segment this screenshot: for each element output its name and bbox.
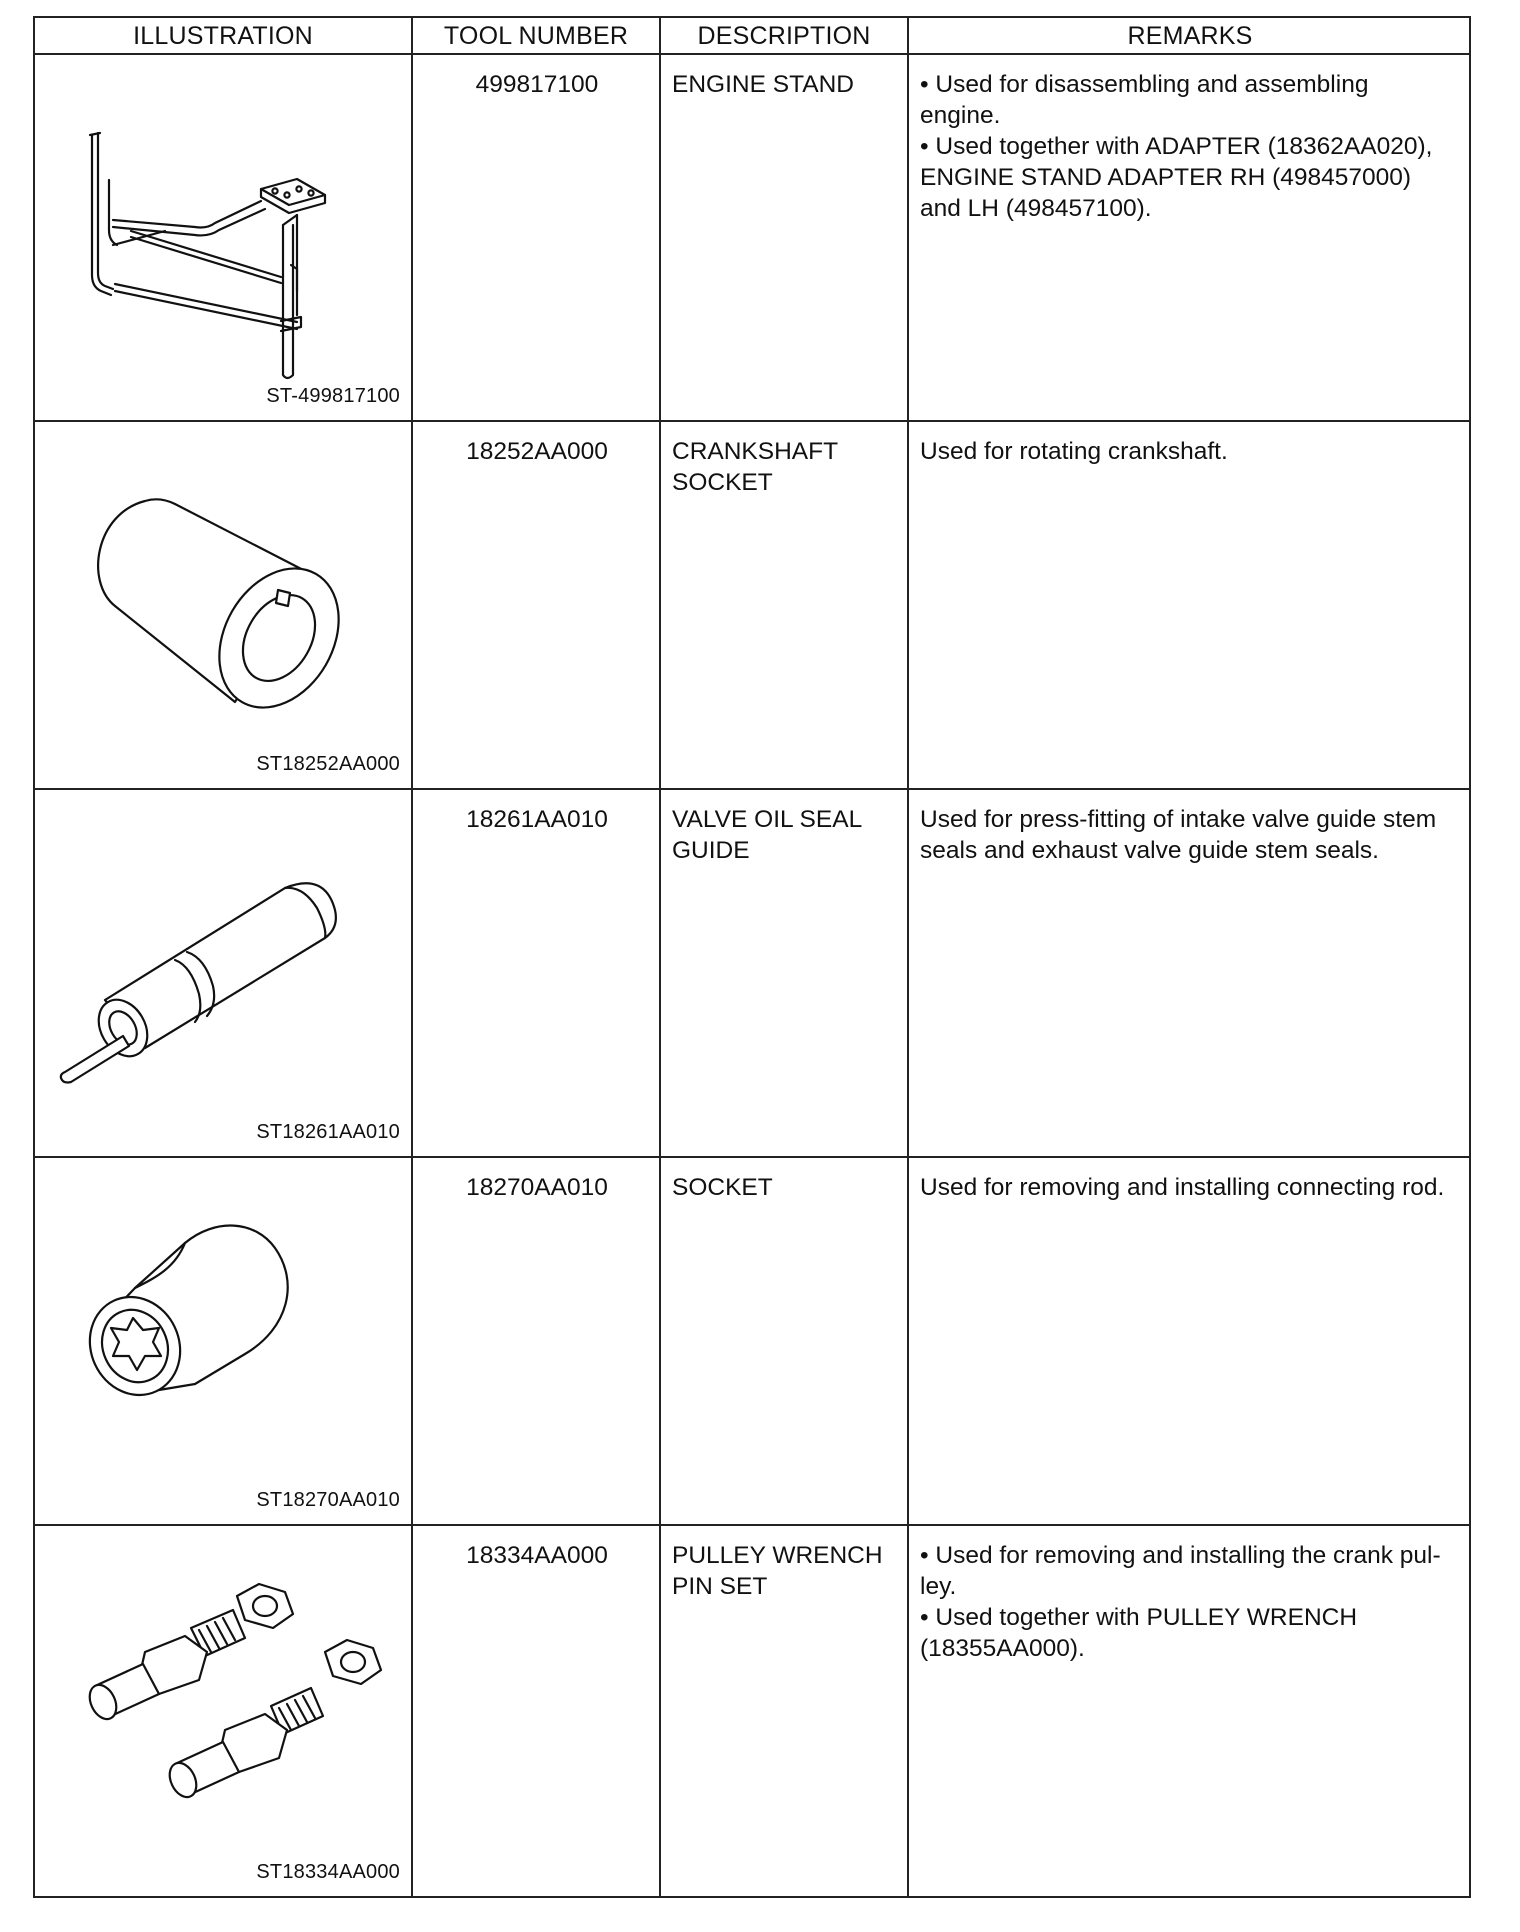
header-description: DESCRIPTION (697, 22, 871, 50)
remark-item: • Used for disassembling and assembling engine. (920, 69, 1455, 131)
socket-icon (35, 1158, 411, 1524)
illustration-caption: ST18252AA000 (256, 753, 400, 775)
remark-item: Used for press-fitting of intake valve guide stem seals and exhaust valve guide stem seals. (920, 806, 1437, 864)
illustration-cell (35, 422, 413, 788)
illustration-cell (35, 1526, 413, 1896)
table-row (35, 422, 1469, 788)
remark-item: • Used together with ADAPTER (18362AA020), ENGINE STAND ADAPTER RH (498457000) and LH (498457100). (920, 131, 1455, 224)
table-row (35, 1158, 1469, 1524)
pulley-wrench-pin-set-icon (35, 1526, 411, 1896)
illustration-caption: ST18261AA010 (256, 1121, 400, 1143)
illustration-caption: ST-499817100 (266, 385, 400, 407)
table-row (35, 55, 1469, 420)
tool-remarks (909, 1526, 1473, 1896)
tool-remarks (909, 790, 1473, 1156)
tool-description: SOCKET (672, 1174, 773, 1201)
crankshaft-socket-icon (35, 422, 411, 788)
remark-item: Used for removing and installing connecting rod. (920, 1174, 1445, 1201)
header-tool-number: TOOL NUMBER (443, 22, 629, 50)
tool-description: PULLEY WRENCH PIN SET (672, 1542, 883, 1600)
tool-description: ENGINE STAND (672, 71, 854, 98)
valve-oil-seal-guide-icon (35, 790, 411, 1156)
table-row (35, 1526, 1469, 1896)
illustration-cell (35, 1158, 413, 1524)
tool-number: 18252AA000 (466, 438, 608, 465)
illustration-cell (35, 55, 413, 420)
tool-number: 18270AA010 (466, 1174, 608, 1201)
illustration-caption: ST18270AA010 (256, 1489, 400, 1511)
engine-stand-icon (35, 55, 411, 420)
header-illustration: ILLUSTRATION (133, 22, 313, 50)
remark-item: • Used for removing and installing the crank pul-ley. (920, 1540, 1455, 1602)
header-remarks: REMARKS (1127, 22, 1253, 50)
tool-description: VALVE OIL SEAL GUIDE (672, 806, 862, 864)
illustration-caption: ST18334AA000 (256, 1861, 400, 1883)
tool-remarks (909, 55, 1473, 420)
remark-item: • Used together with PULLEY WRENCH (18355AA000). (920, 1602, 1455, 1664)
tool-number: 18334AA000 (466, 1542, 608, 1569)
remark-item: Used for rotating crankshaft. (920, 438, 1228, 465)
special-tools-table (33, 16, 1471, 1898)
tool-description: CRANKSHAFT SOCKET (672, 438, 838, 496)
tool-number: 18261AA010 (466, 806, 608, 833)
tool-number: 499817100 (475, 71, 599, 98)
tool-remarks (909, 1158, 1473, 1524)
illustration-cell (35, 790, 413, 1156)
table-row (35, 790, 1469, 1156)
tool-remarks (909, 422, 1473, 788)
